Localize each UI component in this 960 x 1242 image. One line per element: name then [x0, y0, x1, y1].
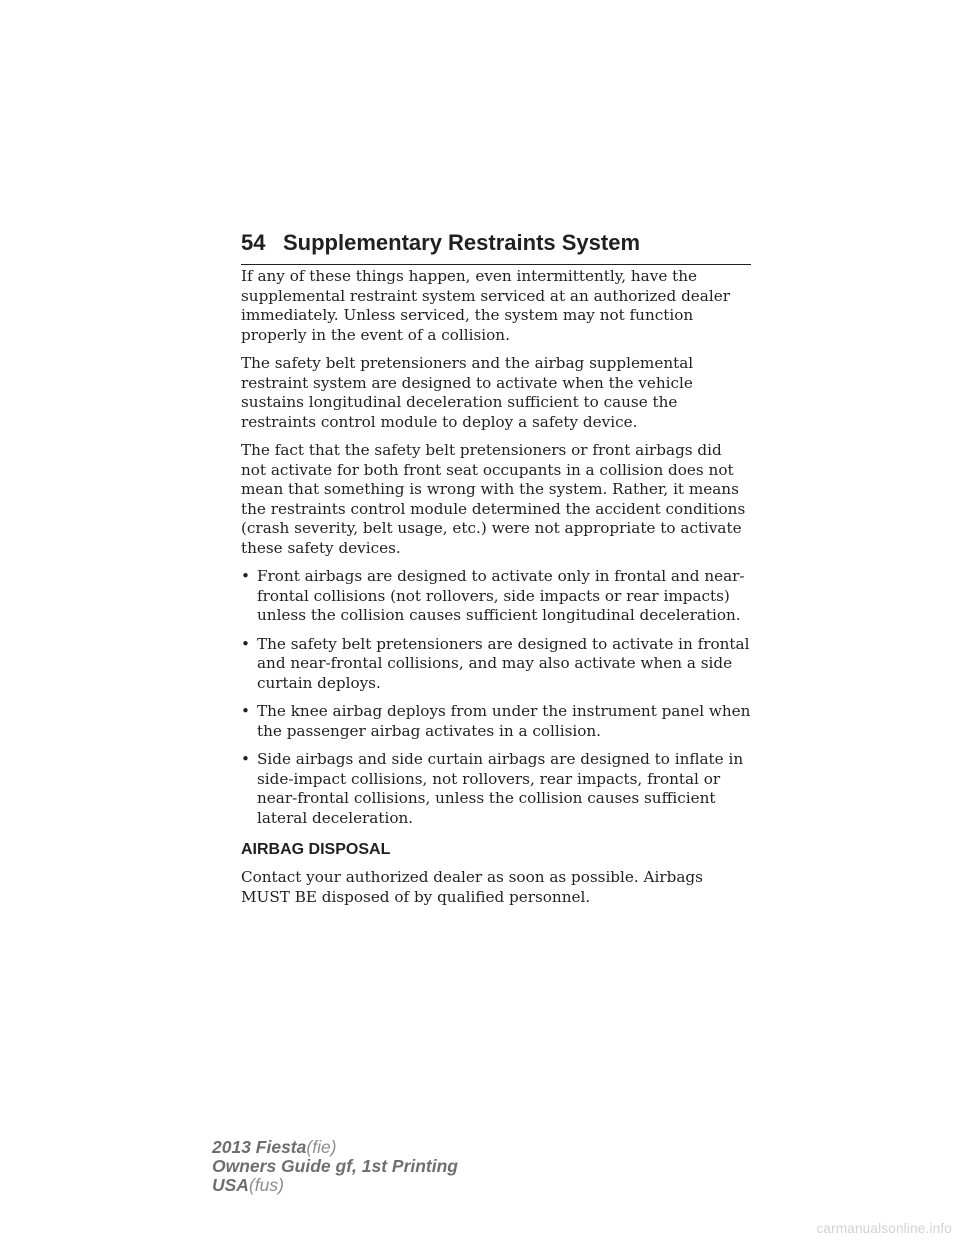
footer-market-code: (fus): [248, 1175, 284, 1195]
paragraph-service-notice: If any of these things happen, even intermittently, have the supplemental restraint system serviced at an authorized dealer immediately. Unless serviced, the system may not function properly in the event of a collision.: [241, 267, 730, 344]
paragraph-non-activation: The fact that the safety belt pretensioners or front airbags did not activate for both front seat occupants in a collision does not mean that something is wrong with the system. Rather, it means the restraints control module determined the accident conditions (crash severity, belt usage, etc.) were not appropriate to activate these safety devices.: [241, 441, 746, 557]
footer-line-guide: Owners Guide gf, 1st Printing: [212, 1156, 458, 1176]
bullet-icon: •: [241, 567, 250, 585]
list-item: [241, 635, 751, 694]
site-watermark: carmanualsonline.info: [816, 1221, 952, 1236]
bullet-text-front-airbags: Front airbags are designed to activate only in frontal and near-frontal collisions (not rollovers, side impacts or rear impacts) unless the collision causes sufficient longitudinal deceleration.: [257, 567, 745, 624]
document-footer: [212, 1138, 458, 1195]
airbag-disposal-heading: AIRBAG DISPOSAL: [241, 841, 391, 858]
bullet-text-pretensioners: The safety belt pretensioners are designed to activate in frontal and near-frontal collisions, and may also activate when a side curtain deploys.: [257, 634, 750, 692]
footer-market: USA: [212, 1175, 249, 1195]
bullet-icon: •: [241, 702, 250, 720]
bullet-icon: •: [241, 634, 250, 653]
bullet-text-side-airbags: Side airbags and side curtain airbags are designed to inflate in side-impact collisions, not rollovers, rear impacts, frontal or near-frontal collisions, unless the collision causes sufficient lateral deceleration.: [257, 750, 744, 827]
page-header: [241, 228, 751, 265]
footer-model-year: 2013 Fiesta: [212, 1137, 307, 1157]
page-number: 54: [241, 230, 266, 255]
list-item: [241, 567, 751, 626]
footer-line-model: [212, 1138, 458, 1157]
activation-bullet-list: [241, 567, 751, 828]
bullet-text-knee-airbag: The knee airbag deploys from under the instrument panel when the passenger airbag activates in a collision.: [257, 702, 751, 740]
section-title: Supplementary Restraints System: [283, 230, 641, 255]
page-body: [241, 267, 751, 916]
paragraph-disposal: Contact your authorized dealer as soon as possible. Airbags MUST BE disposed of by qualified personnel.: [241, 868, 703, 906]
footer-model-code: (fie): [306, 1137, 337, 1157]
list-item: [241, 702, 751, 741]
bullet-icon: •: [241, 750, 250, 768]
footer-line-market: [212, 1176, 458, 1195]
list-item: [241, 750, 751, 828]
paragraph-activation-design: The safety belt pretensioners and the airbag supplemental restraint system are designed to activate when the vehicle sustains longitudinal deceleration sufficient to cause the restraints control module to deploy a safety device.: [241, 354, 694, 431]
